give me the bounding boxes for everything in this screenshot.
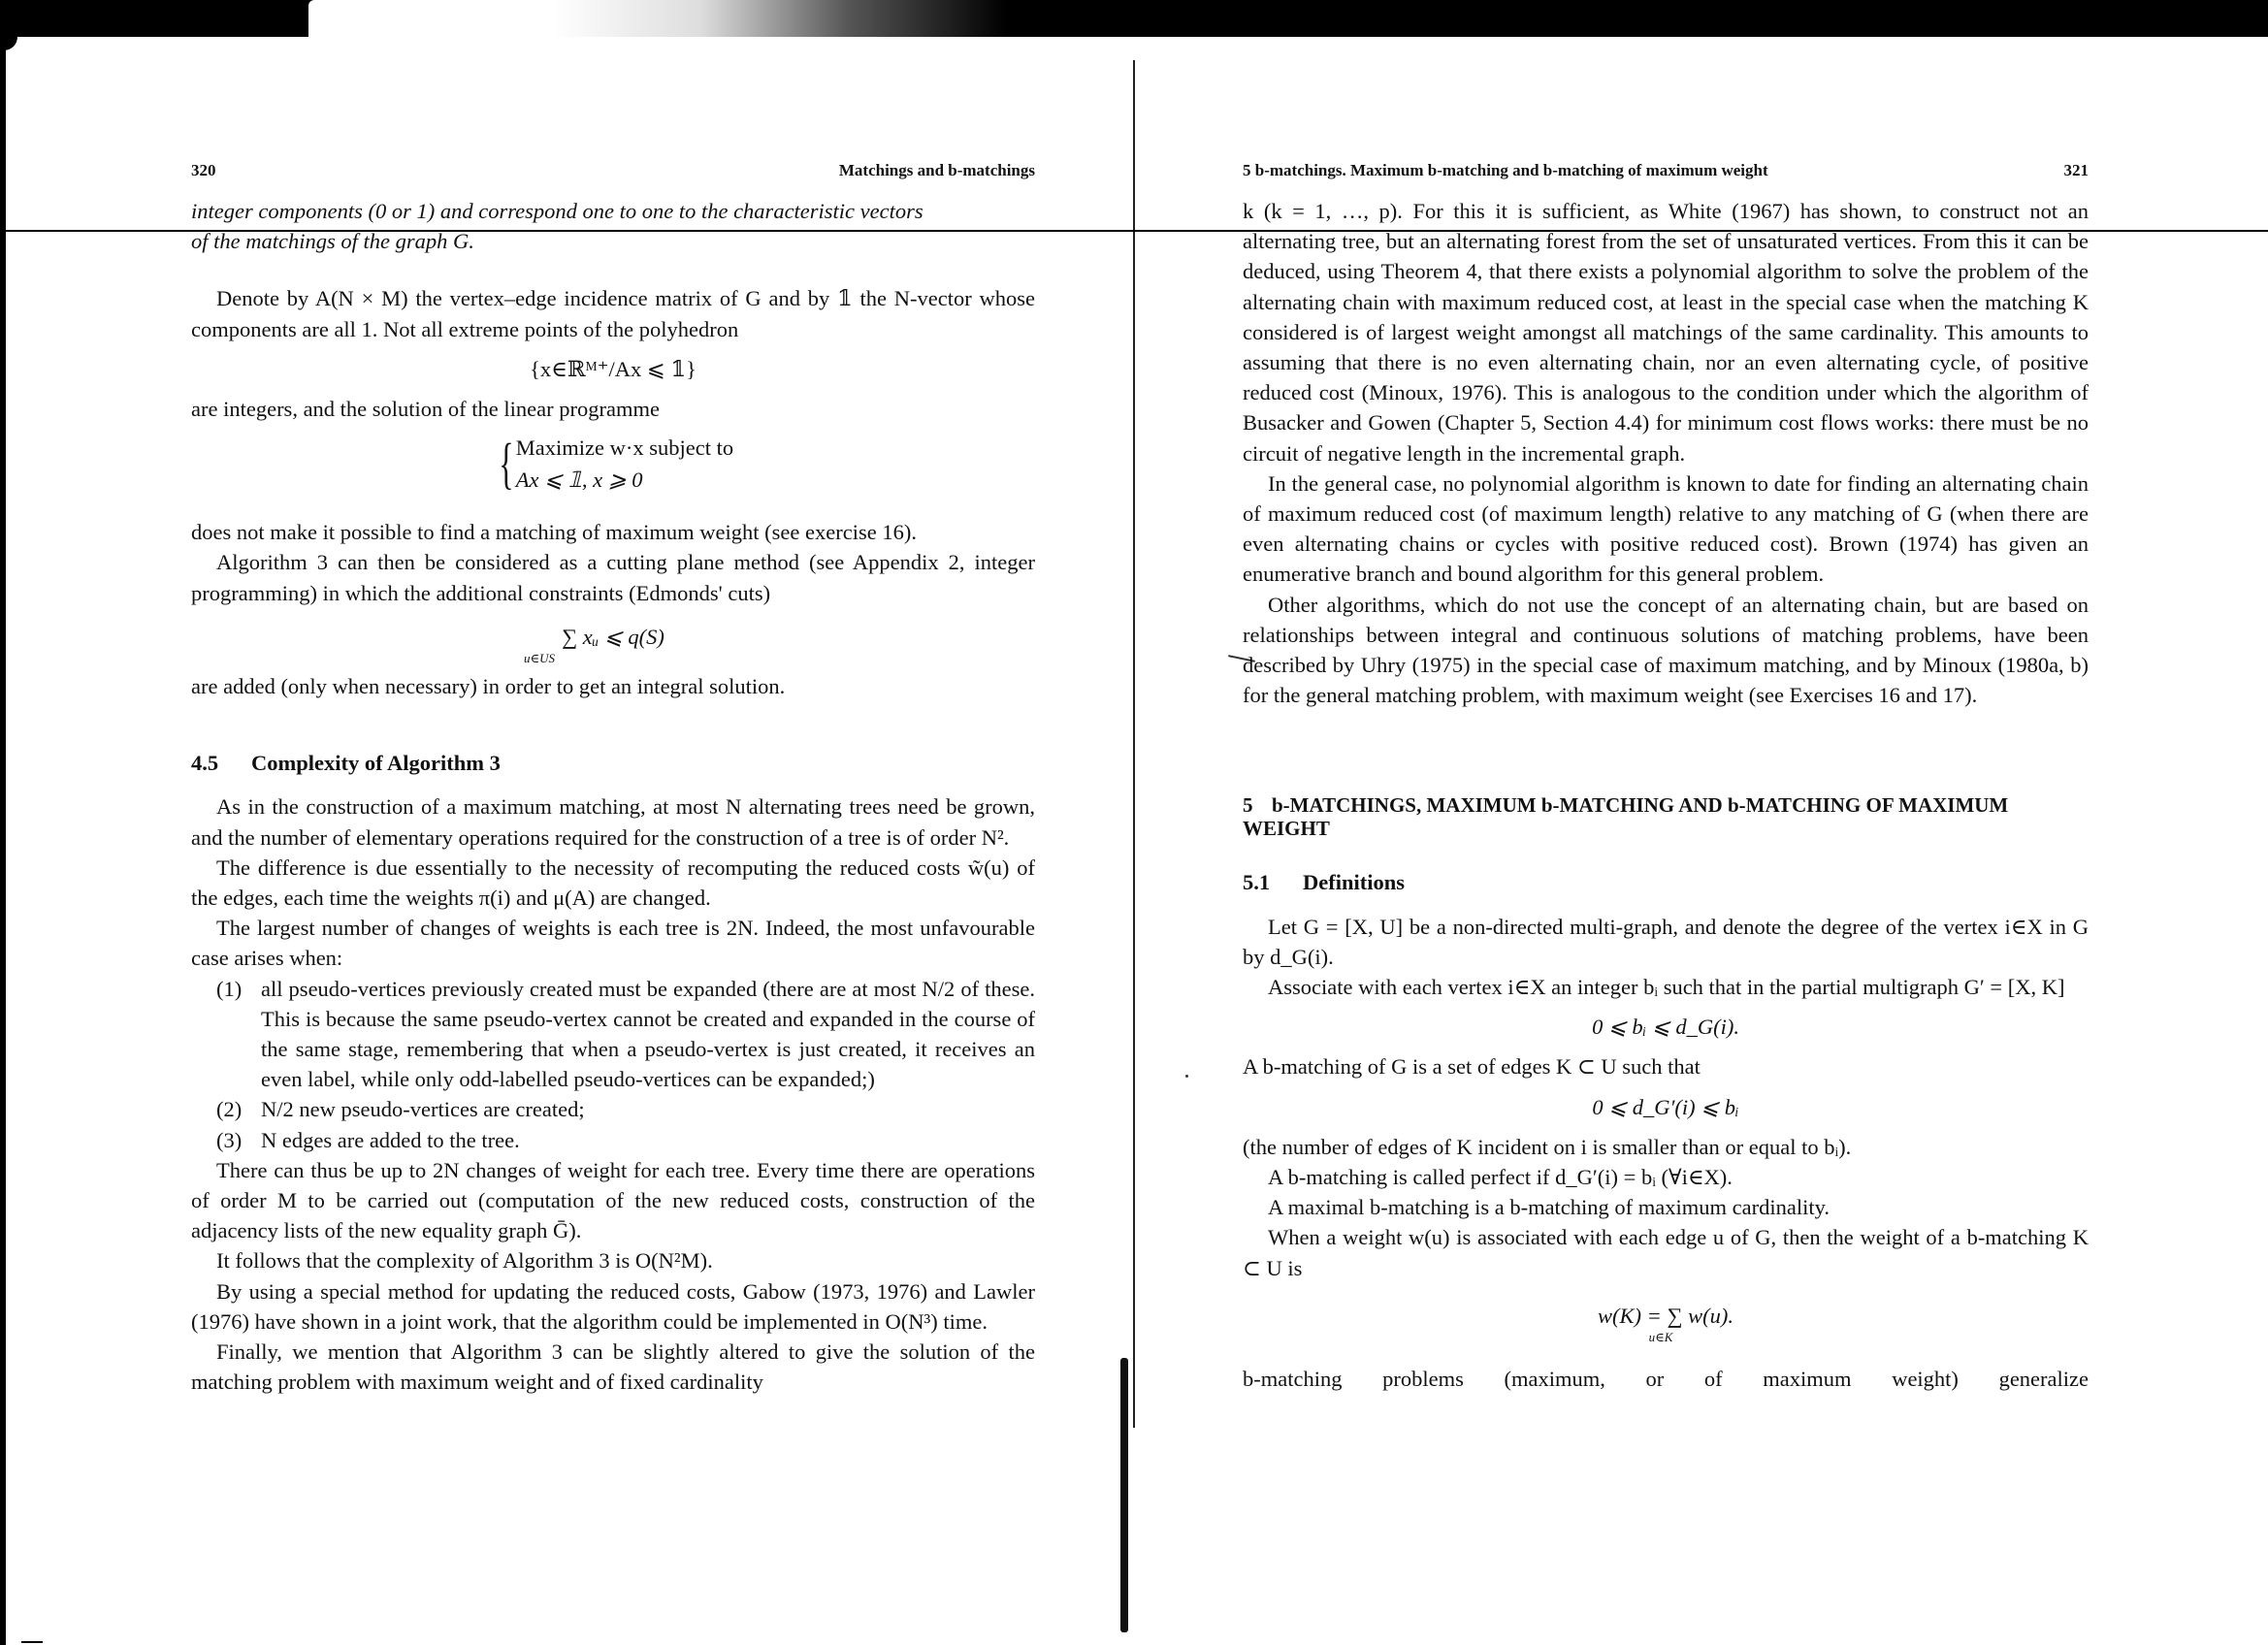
chapter-heading (1243, 793, 2089, 840)
section-number: 5.1 (1243, 870, 1271, 895)
list-label: (2) (216, 1097, 243, 1122)
section-title: Definitions (1303, 870, 1406, 895)
chapter-title: b-MATCHINGS, MAXIMUM b-MATCHING AND b-MATCHING OF MAXIMUM WEIGHT (1243, 793, 2009, 841)
paragraph: does not make it possible to find a matching of maximum weight (see exercise 16). (191, 520, 917, 545)
scan-page-edge-highlight (308, 0, 1182, 37)
chapter-number: 5 (1243, 793, 1253, 818)
list-text: all pseudo-vertices previously created must be expanded (there are at most N/2 of these. This is because the same pseudo-vertex cannot be created and expanded in the course of the same stage, remembering that when a pseudo-vertex is just created, it receives an even label, while only odd-labelled pseudo-vertices can be expanded;) (261, 976, 1035, 1092)
list-label: (1) (216, 976, 243, 1001)
paragraph: (the number of edges of K incident on i is smaller than or equal to bᵢ). (1243, 1134, 1852, 1159)
left-running-head (191, 155, 1035, 190)
page-number: 321 (2063, 161, 2089, 179)
lp-constraints: Ax ⩽ 𝟙, x ⩾ 0 (515, 468, 643, 493)
equation-weight (1243, 1301, 2089, 1344)
paragraph: Finally, we mention that Algorithm 3 can be slightly altered to give the solution of the matching problem with maximum weight and of fixed cardinality (191, 1339, 1035, 1395)
weight-equation: w(K) = ∑ w(u). (1598, 1303, 1733, 1328)
scan-foot-mark (21, 1641, 43, 1643)
cut-inequality: ∑ xᵤ ⩽ q(S) (562, 624, 664, 649)
stray-dot (1185, 1075, 1188, 1078)
carryover-line: integer components (0 or 1) and correspond one to one to the characteristic vectors (191, 199, 923, 223)
paragraph: Other algorithms, which do not use the concept of an alternating chain, but are based on relationships between integral and continuous solutions of matching problems, have been described by Uhry (1975) in the special case of maximum matching, and by Minoux (1980a, b) for the general matching problem, with maximum weight (see Exercises 16 and 17). (1243, 592, 2089, 708)
equation-degree-bound: 0 ⩽ d_G′(i) ⩽ bᵢ (1592, 1094, 1739, 1119)
paragraph: It follows that the complexity of Algorithm 3 is O(N²M). (216, 1248, 713, 1274)
running-title: 5 b-matchings. Maximum b-matching and b-matching of maximum weight (1243, 161, 1768, 179)
list-text: N edges are added to the tree. (261, 1127, 520, 1152)
page-number: 320 (191, 161, 216, 179)
list-text: N/2 new pseudo-vertices are created; (261, 1097, 585, 1122)
section-number: 4.5 (191, 751, 219, 776)
paragraph: Denote by A(N × M) the vertex–edge incidence matrix of G and by 𝟙 the N-vector whose components are all 1. Not all extreme points of the polyhedron (191, 286, 1035, 341)
list-item (191, 1125, 1035, 1155)
paragraph: As in the construction of a maximum matching, at most N alternating trees need be grown, and the number of elementary operations required for the construction of a tree is of order N². (191, 794, 1035, 850)
paragraph: are added (only when necessary) in order to get an integral solution. (191, 674, 786, 699)
equation-linear-programme (191, 432, 1035, 496)
list-item (191, 1094, 1035, 1124)
paragraph: Let G = [X, U] be a non-directed multi-graph, and denote the degree of the vertex i∈X in G by d_G(i). (1243, 914, 2089, 969)
scan-corner (0, 37, 17, 50)
weight-sum-index: u∈K (1648, 1330, 1673, 1345)
cut-sum-index-sub: S (548, 651, 556, 666)
left-brace: { (499, 432, 514, 496)
right-page (1243, 155, 2089, 1394)
running-title: Matchings and b-matchings (838, 161, 1035, 179)
book-spine-gutter (1133, 60, 1135, 1428)
paragraph: A b-matching of G is a set of edges K ⊂ U such that (1243, 1054, 1701, 1080)
equation-polyhedron: {x∈ℝᴹ⁺/Ax ⩽ 𝟙} (530, 356, 697, 381)
carryover-line: of the matchings of the graph G. (191, 229, 474, 254)
paragraph: A b-matching is called perfect if d_G′(i) = bᵢ (∀i∈X). (1268, 1165, 1733, 1190)
right-running-head (1243, 155, 2089, 190)
book-spine-shadow (1120, 1358, 1128, 1632)
paragraph: In the general case, no polynomial algorithm is known to date for finding an alternating chain of maximum reduced cost (of maximum length) relative to any matching of G (when there are even alternating chains or cycles with positive reduced cost). Brown (1974) has given an enumerative branch and bound algorithm for this general problem. (1243, 470, 2089, 587)
list-label: (3) (216, 1127, 243, 1152)
paragraph: A maximal b-matching is a b-matching of maximum cardinality. (1268, 1195, 1831, 1220)
equation-bi-bounds: 0 ⩽ bᵢ ⩽ d_G(i). (1592, 1015, 1739, 1040)
paragraph: The difference is due essentially to the necessity of recomputing the reduced costs w̃(u) of the edges, each time the weights π(i) and μ(A) are changed. (191, 855, 1035, 911)
paragraph: are integers, and the solution of the linear programme (191, 397, 660, 422)
section-title: Complexity of Algorithm 3 (251, 751, 501, 776)
section-heading (191, 748, 1035, 778)
section-heading (1243, 867, 2089, 897)
paragraph: k (k = 1, …, p). For this it is sufficient, as White (1967) has shown, to construct not an alternating tree, but an alternating forest from the set of unsaturated vertices. From this it can be deduced, using Theorem 4, that there exists a polynomial algorithm to solve the problem of the alternating chain with maximum reduced cost, at least in the special case when the matching K considered is of largest weight amongst all matchings of the same cardinality. This amounts to assuming that there is no even alternating chain, nor an even alternating cycle, of positive reduced cost (Minoux, 1976). This is analogous to the condition under which the algorithm of Busacker and Gowen (Chapter 5, Section 4.4) for minimum cost flows works: there must be no circuit of negative length in the incremental graph. (1243, 199, 2089, 466)
paragraph: There can thus be up to 2N changes of weight for each tree. Every time there are operations of order M to be carried out (computation of the new reduced costs, construction of the adjacency lists of the new equality graph Ḡ). (191, 1157, 1035, 1243)
left-page (191, 155, 1035, 1398)
list-item (191, 974, 1035, 1095)
paragraph: Associate with each vertex i∈X an integer bᵢ such that in the partial multigraph G′ = [X, K] (1268, 975, 2065, 1000)
lp-objective: Maximize w·x subject to (515, 435, 734, 461)
paragraph: b-matching problems (maximum, or of maximum weight) generalize (1243, 1367, 2089, 1392)
paragraph: The largest number of changes of weights is each tree is 2N. Indeed, the most unfavourable case arises when: (191, 916, 1035, 971)
equation-edmonds-cut (191, 622, 1035, 665)
paragraph: By using a special method for updating the reduced costs, Gabow (1973, 1976) and Lawler (1976) have shown in a joint work, that the algorithm could be implemented in O(N³) time. (191, 1278, 1035, 1334)
paragraph: Algorithm 3 can then be considered as a cutting plane method (see Appendix 2, integer programming) in which the additional constraints (Edmonds' cuts) (191, 550, 1035, 605)
cut-sum-index: u∈U (524, 651, 549, 666)
scan-dark-border-left (0, 37, 6, 1645)
paragraph: When a weight w(u) is associated with each edge u of G, then the weight of a b-matching K ⊂ U is (1243, 1225, 2089, 1280)
